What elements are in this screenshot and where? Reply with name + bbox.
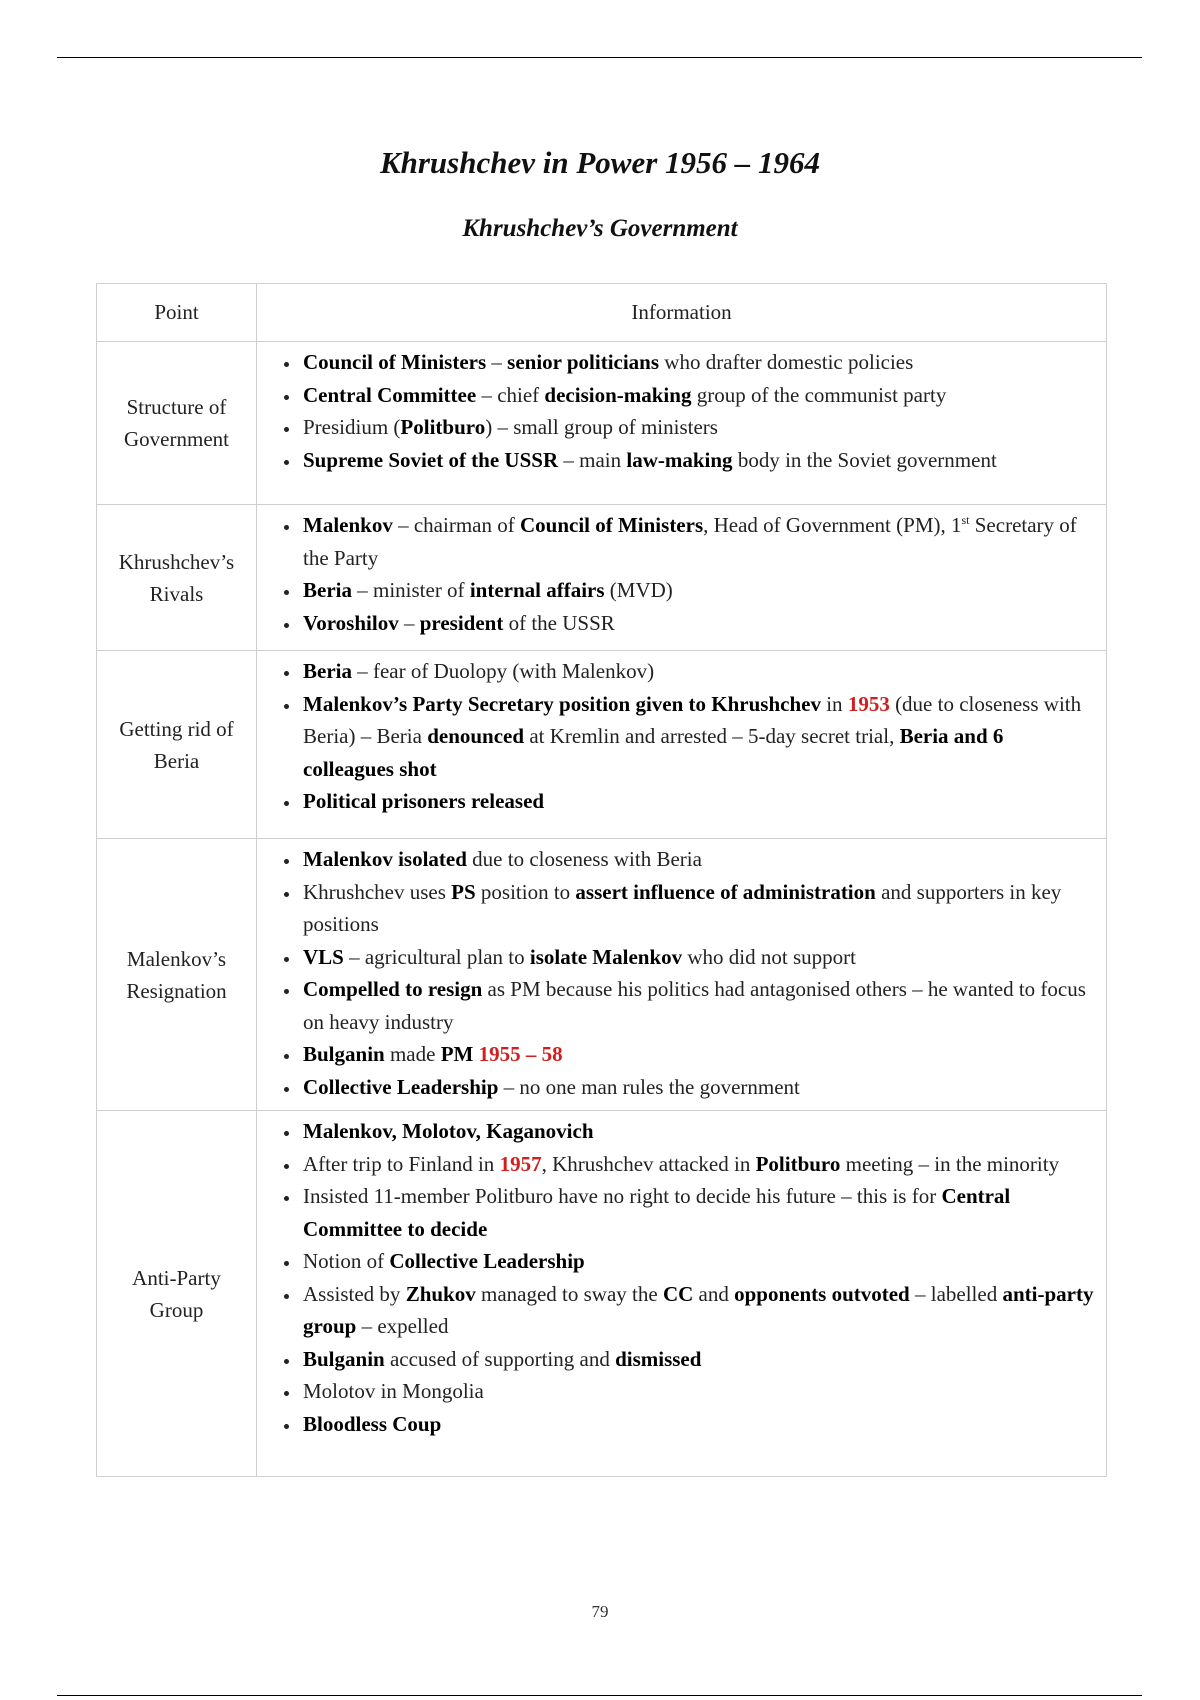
- information-cell: [257, 651, 1107, 839]
- government-table: [96, 283, 1107, 1477]
- bullet-item: [301, 1343, 1096, 1376]
- text-run: Secretary of the Party: [303, 513, 1077, 570]
- ordinal-suffix: st: [961, 513, 970, 527]
- bullet-item: [301, 843, 1096, 876]
- text-run: , Khrushchev attacked in: [541, 1151, 756, 1176]
- bold-term: law-making: [626, 447, 733, 472]
- bold-term: CC: [662, 1281, 694, 1306]
- text-run: Molotov in Mongolia: [303, 1379, 484, 1403]
- text-run: (due to closeness with Beria) – Beria: [303, 691, 1082, 748]
- information-cell: [257, 1111, 1107, 1477]
- bullet-item: [301, 876, 1096, 941]
- bold-term: Central Committee: [303, 382, 477, 407]
- bold-term: senior politicians: [507, 350, 660, 374]
- bold-term: denounced: [427, 724, 525, 748]
- bold-term: PM: [440, 1042, 474, 1066]
- text-run: After trip to Finland in: [303, 1151, 500, 1176]
- point-cell: Structure of Government: [97, 342, 257, 505]
- table-row: [97, 342, 1107, 505]
- information-cell: [257, 839, 1107, 1111]
- text-run: – chief: [476, 382, 545, 407]
- bullet-list: [257, 843, 1096, 1103]
- bold-term: Compelled to resign: [303, 977, 483, 1001]
- bold-term: decision-making: [544, 382, 692, 407]
- bold-term: Political prisoners released: [303, 789, 545, 813]
- bold-term: Bulganin: [303, 1042, 385, 1066]
- bullet-item: [301, 688, 1096, 786]
- bold-term: Politburo: [755, 1151, 841, 1176]
- text-run: managed to sway the: [475, 1281, 663, 1306]
- bullet-item: [301, 509, 1096, 574]
- bold-term: president: [419, 610, 504, 635]
- text-run: position to: [475, 879, 576, 904]
- table-header-row: [97, 284, 1107, 342]
- bullet-item: [301, 1245, 1096, 1278]
- text-run: – main: [558, 447, 627, 472]
- information-cell: [257, 505, 1107, 651]
- text-run: due to closeness with Beria: [466, 847, 702, 871]
- bullet-item: [301, 411, 1096, 444]
- point-cell: Anti-Party Group: [97, 1111, 257, 1477]
- text-run: – no one man rules the government: [498, 1074, 800, 1099]
- text-run: Insisted 11-member Politburo have no right to decide his future – this is for: [303, 1184, 942, 1208]
- text-run: as PM because his politics had antagonised others – he wanted to focus on heavy industry: [303, 977, 1086, 1034]
- bold-term: Council of Ministers: [303, 350, 487, 374]
- bullet-list: [257, 1115, 1096, 1440]
- bold-term: isolate Malenkov: [529, 944, 683, 969]
- table-row: [97, 839, 1107, 1111]
- bullet-item: [301, 444, 1096, 477]
- bullet-item: [301, 1071, 1096, 1104]
- text-run: who drafter domestic policies: [659, 350, 914, 374]
- bold-term: anti-party group: [303, 1281, 1094, 1338]
- text-run: – agricultural plan to: [343, 944, 530, 969]
- text-run: (MVD): [604, 578, 673, 602]
- bold-term: PS: [451, 879, 476, 904]
- text-run: – chairman of: [392, 513, 520, 537]
- top-rule: [57, 57, 1142, 58]
- text-run: accused of supporting and: [384, 1346, 616, 1371]
- highlighted-date: 1957: [499, 1151, 542, 1176]
- highlighted-date: 1955 – 58: [478, 1042, 563, 1066]
- text-run: body in the Soviet government: [732, 447, 997, 472]
- bullet-item: [301, 973, 1096, 1038]
- bold-term: Collective Leadership: [389, 1249, 585, 1273]
- bold-term: Central Committee to decide: [303, 1184, 1011, 1241]
- bullet-item: [301, 346, 1096, 379]
- bold-term: Supreme Soviet of the USSR: [303, 447, 559, 472]
- bold-term: internal affairs: [469, 578, 605, 602]
- header-information: Information: [257, 284, 1107, 342]
- bullet-list: [257, 655, 1096, 818]
- table-row: [97, 651, 1107, 839]
- text-run: and supporters in key positions: [303, 879, 1062, 936]
- text-run: – expelled: [356, 1314, 449, 1338]
- text-run: –: [486, 350, 508, 374]
- bold-term: Bloodless Coup: [303, 1411, 442, 1436]
- text-run: – labelled: [909, 1281, 1003, 1306]
- table-row: [97, 505, 1107, 651]
- bold-term: Bulganin: [303, 1346, 385, 1371]
- bullet-list: [257, 346, 1096, 476]
- table-row: [97, 1111, 1107, 1477]
- bullet-item: [301, 1148, 1096, 1181]
- bold-term: opponents outvoted: [734, 1281, 910, 1306]
- text-run: and: [693, 1281, 735, 1306]
- text-run: Presidium (: [303, 415, 401, 439]
- bullet-item: [301, 379, 1096, 412]
- bold-term: VLS: [303, 944, 344, 969]
- bold-term: Malenkov: [303, 513, 393, 537]
- document-title: Khrushchev in Power 1956 – 1964: [379, 145, 821, 180]
- text-run: group of the communist party: [691, 382, 947, 407]
- text-run: Notion of: [303, 1249, 390, 1273]
- text-run: , Head of Government (PM), 1: [703, 513, 962, 537]
- bullet-item: [301, 1115, 1096, 1148]
- bullet-item: [301, 1180, 1096, 1245]
- text-run: made: [384, 1042, 441, 1066]
- bullet-item: [301, 1038, 1096, 1071]
- highlighted-date: 1953: [847, 691, 890, 716]
- bullet-item: [301, 1375, 1096, 1408]
- bullet-item: [301, 574, 1096, 607]
- text-run: in: [820, 691, 848, 716]
- bullet-list: [257, 509, 1096, 639]
- bold-term: Beria and 6 colleagues shot: [303, 724, 1004, 781]
- header-point: Point: [97, 284, 257, 342]
- information-cell: [257, 342, 1107, 505]
- text-run: – fear of Duolopy (with Malenkov): [351, 659, 655, 683]
- bold-term: Beria: [303, 659, 352, 683]
- bold-term: dismissed: [615, 1346, 702, 1371]
- text-run: – minister of: [351, 578, 470, 602]
- bullet-item: [301, 941, 1096, 974]
- point-cell: Malenkov’s Resignation: [97, 839, 257, 1111]
- bullet-item: [301, 1408, 1096, 1441]
- text-run: who did not support: [682, 944, 856, 969]
- text-run: Khrushchev uses: [303, 879, 452, 904]
- text-run: meeting – in the minority: [840, 1151, 1060, 1176]
- text-run: ) – small group of ministers: [485, 415, 718, 439]
- text-run: at Kremlin and arrested – 5-day secret trial,: [524, 724, 900, 748]
- bullet-item: [301, 607, 1096, 640]
- text-run: of the USSR: [503, 610, 615, 635]
- bold-term: Beria: [303, 578, 352, 602]
- bold-term: Politburo: [400, 415, 486, 439]
- bold-term: Malenkov’s Party Secretary position given to Khrushchev: [303, 691, 821, 716]
- bold-term: Zhukov: [405, 1281, 476, 1306]
- page-number: 79: [591, 1602, 609, 1621]
- bullet-item: [301, 785, 1096, 818]
- bold-term: Council of Ministers: [519, 513, 704, 537]
- text-run: –: [398, 610, 420, 635]
- section-subtitle: Khrushchev’s Government: [462, 215, 738, 242]
- text-run: Assisted by: [303, 1281, 406, 1306]
- bold-term: Malenkov isolated: [303, 847, 467, 871]
- bottom-rule: [57, 1695, 1142, 1696]
- bullet-item: [301, 1278, 1096, 1343]
- bullet-item: [301, 655, 1096, 688]
- point-cell: Getting rid of Beria: [97, 651, 257, 839]
- point-cell: Khrushchev’s Rivals: [97, 505, 257, 651]
- bold-term: Malenkov, Molotov, Kaganovich: [303, 1119, 594, 1143]
- bold-term: Collective Leadership: [303, 1074, 499, 1099]
- bold-term: Voroshilov: [303, 610, 399, 635]
- bold-term: assert influence of administration: [575, 879, 876, 904]
